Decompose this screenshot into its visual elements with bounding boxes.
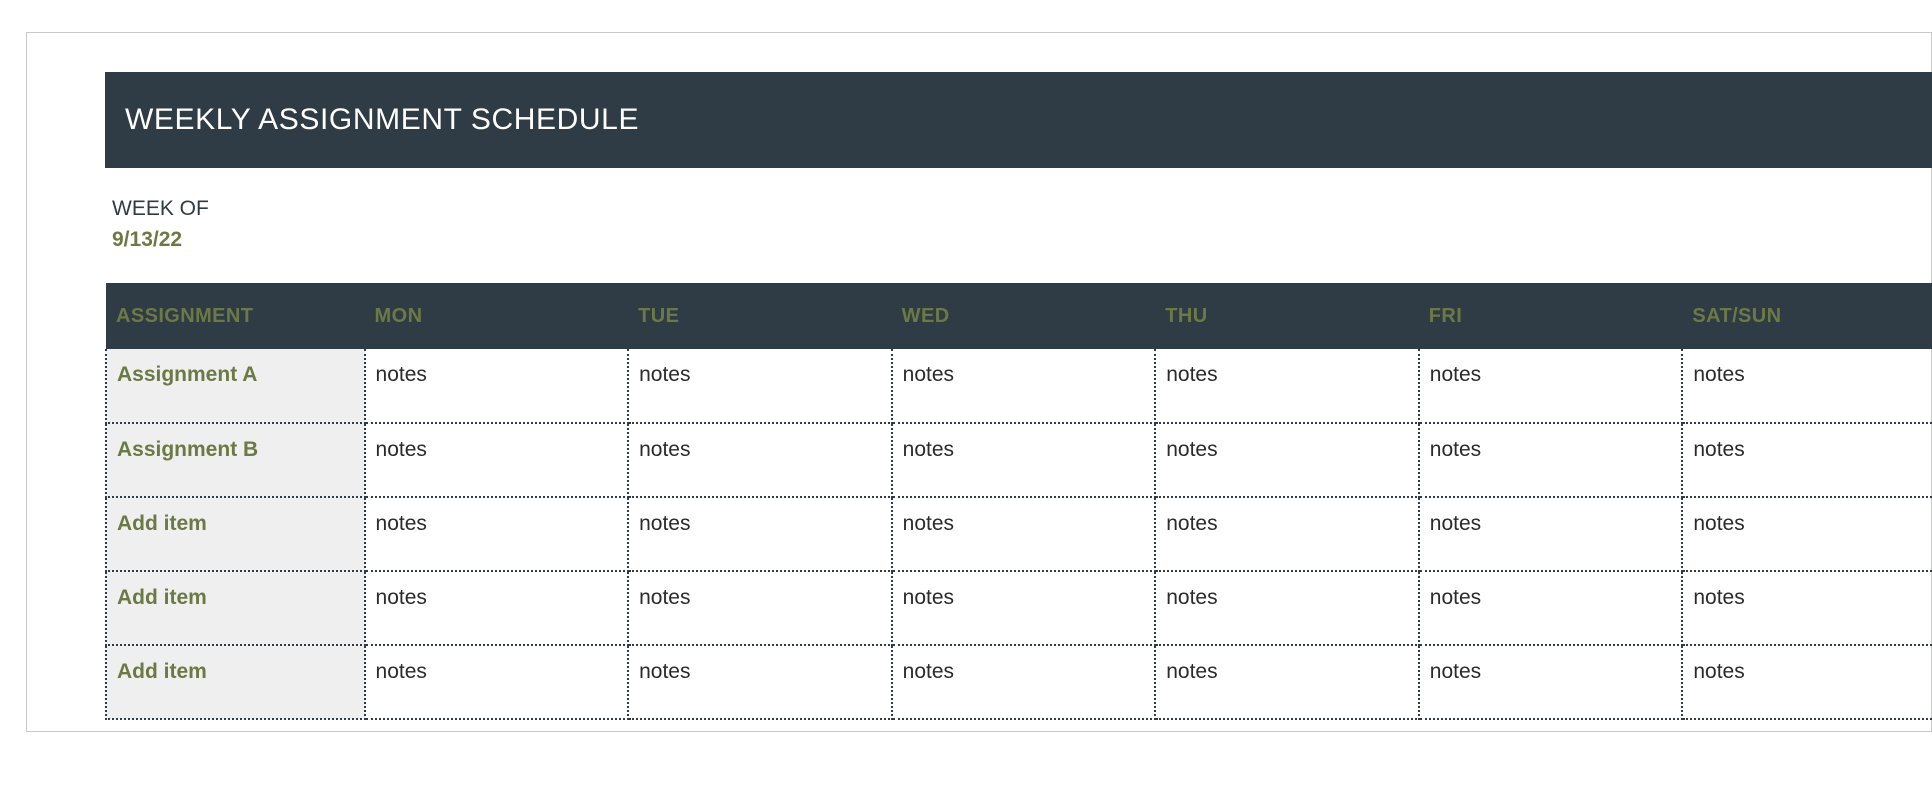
column-header-satsun: SAT/SUN — [1682, 283, 1932, 349]
column-header-mon: MON — [365, 283, 629, 349]
document-frame — [26, 32, 1932, 732]
row-assignment-label[interactable]: Add item — [106, 645, 365, 719]
cell-fri[interactable]: notes — [1419, 645, 1683, 719]
cell-wed[interactable]: notes — [892, 497, 1156, 571]
cell-fri[interactable]: notes — [1419, 423, 1683, 497]
column-header-tue: TUE — [628, 283, 892, 349]
cell-fri[interactable]: notes — [1419, 497, 1683, 571]
schedule-table-body — [106, 349, 1932, 719]
cell-wed[interactable]: notes — [892, 423, 1156, 497]
table-row — [106, 571, 1932, 645]
column-header-assignment: ASSIGNMENT — [106, 283, 365, 349]
cell-fri[interactable]: notes — [1419, 571, 1683, 645]
table-header-row — [106, 283, 1932, 349]
row-assignment-label[interactable]: Add item — [106, 497, 365, 571]
cell-thu[interactable]: notes — [1155, 571, 1419, 645]
table-row — [106, 423, 1932, 497]
cell-wed[interactable]: notes — [892, 349, 1156, 423]
table-row — [106, 349, 1932, 423]
cell-mon[interactable]: notes — [365, 349, 629, 423]
cell-thu[interactable]: notes — [1155, 349, 1419, 423]
cell-satsun[interactable]: notes — [1682, 349, 1932, 423]
cell-tue[interactable]: notes — [628, 645, 892, 719]
cell-thu[interactable]: notes — [1155, 645, 1419, 719]
row-assignment-label[interactable]: Add item — [106, 571, 365, 645]
column-header-thu: THU — [1155, 283, 1419, 349]
cell-mon[interactable]: notes — [365, 645, 629, 719]
row-assignment-label[interactable]: Assignment A — [106, 349, 365, 423]
column-header-fri: FRI — [1419, 283, 1683, 349]
row-assignment-label[interactable]: Assignment B — [106, 423, 365, 497]
cell-fri[interactable]: notes — [1419, 349, 1683, 423]
document-content — [105, 72, 1932, 720]
cell-mon[interactable]: notes — [365, 423, 629, 497]
cell-thu[interactable]: notes — [1155, 497, 1419, 571]
cell-tue[interactable]: notes — [628, 349, 892, 423]
cell-mon[interactable]: notes — [365, 571, 629, 645]
week-of-label: WEEK OF — [112, 197, 209, 220]
cell-satsun[interactable]: notes — [1682, 645, 1932, 719]
cell-satsun[interactable]: notes — [1682, 423, 1932, 497]
cell-satsun[interactable]: notes — [1682, 497, 1932, 571]
page-title: WEEKLY ASSIGNMENT SCHEDULE — [125, 103, 640, 136]
week-of-block — [105, 194, 1932, 256]
cell-mon[interactable]: notes — [365, 497, 629, 571]
cell-wed[interactable]: notes — [892, 571, 1156, 645]
schedule-table — [105, 283, 1932, 720]
cell-tue[interactable]: notes — [628, 423, 892, 497]
cell-thu[interactable]: notes — [1155, 423, 1419, 497]
column-header-wed: WED — [892, 283, 1156, 349]
schedule-table-head — [106, 283, 1932, 349]
cell-tue[interactable]: notes — [628, 571, 892, 645]
cell-satsun[interactable]: notes — [1682, 571, 1932, 645]
week-of-value[interactable]: 9/13/22 — [112, 228, 183, 251]
table-row — [106, 645, 1932, 719]
cell-tue[interactable]: notes — [628, 497, 892, 571]
cell-wed[interactable]: notes — [892, 645, 1156, 719]
document-title-bar — [105, 72, 1932, 168]
table-row — [106, 497, 1932, 571]
